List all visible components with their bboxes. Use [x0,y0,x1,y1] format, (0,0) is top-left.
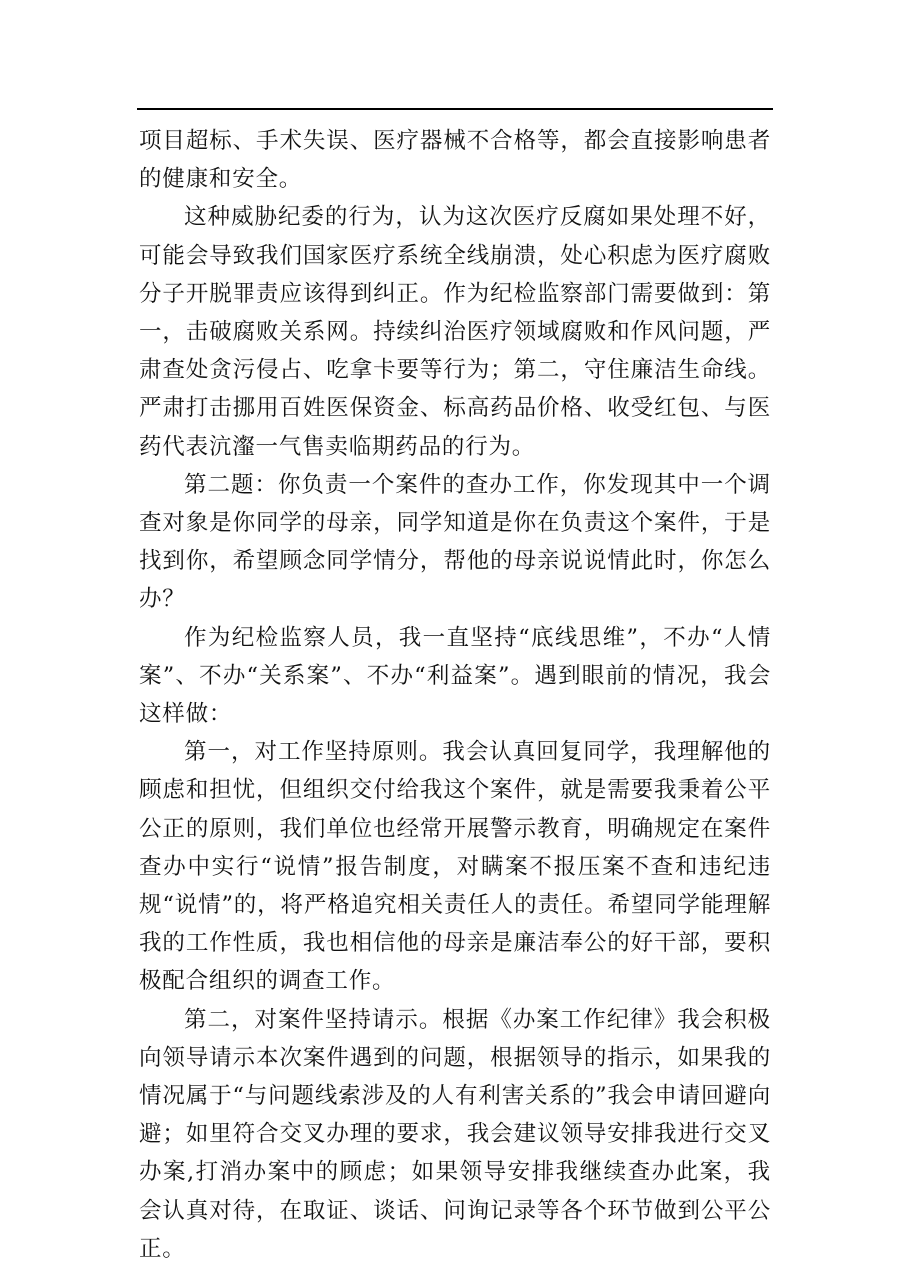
paragraph-5: 第一，对工作坚持原则。我会认真回复同学，我理解他的顾虑和担忧，但组织交付给我这个案件，就是需要我秉着公平公正的原则，我们单位也经常开展警示教育，明确规定在案件查办中实行“说情”报告制度，对瞒案不报压案不查和违纪违规“说情”的，将严格追究相关责任人的责任。希望同学能理解我的工作性质，我也相信他的母亲是廉洁奉公的好干部，要积极配合组织的调查工作。 [139,739,771,995]
paragraph-1: 项目超标、手术失误、医疗器械不合格等，都会直接影响患者的健康和安全。 [139,128,771,193]
paragraph-4: 作为纪检监察人员，我一直坚持“底线思维”，不办“人情案”、不办“关系案”、不办“利益案”。遇到眼前的情况，我会这样做： [139,624,771,728]
document-body [139,122,771,1268]
paragraph-2: 这种威胁纪委的行为，认为这次医疗反腐如果处理不好，可能会导致我们国家医疗系统全线崩溃，处心积虑为医疗腐败分子开脱罪责应该得到纠正。作为纪检监察部门需要做到：第一，击破腐败关系网。持续纠治医疗领域腐败和作风问题，严肃查处贪污侵占、吃拿卡要等行为；第二，守住廉洁生命线。严肃打击挪用百姓医保资金、标高药品价格、收受红包、与医药代表沆瀣一气售卖临期药品的行为。 [139,204,771,460]
header-rule [137,108,773,110]
paragraph-3-question: 第二题：你负责一个案件的查办工作，你发现其中一个调查对象是你同学的母亲，同学知道是你在负责这个案件，于是找到你，希望顾念同学情分，帮他的母亲说说情此时，你怎么办？ [139,471,771,613]
paragraph-6: 第二，对案件坚持请示。根据《办案工作纪律》我会积极向领导请示本次案件遇到的问题，根据领导的指示，如果我的情况属于“与问题线索涉及的人有利害关系的”我会申请回避向避；如里符合交叉办理的要求，我会建议领导安排我进行交叉办案,打消办案中的顾虑；如果领导安排我继续查办此案，我会认真对待，在取证、谈话、问询记录等各个环节做到公平公正。 [139,1006,771,1262]
